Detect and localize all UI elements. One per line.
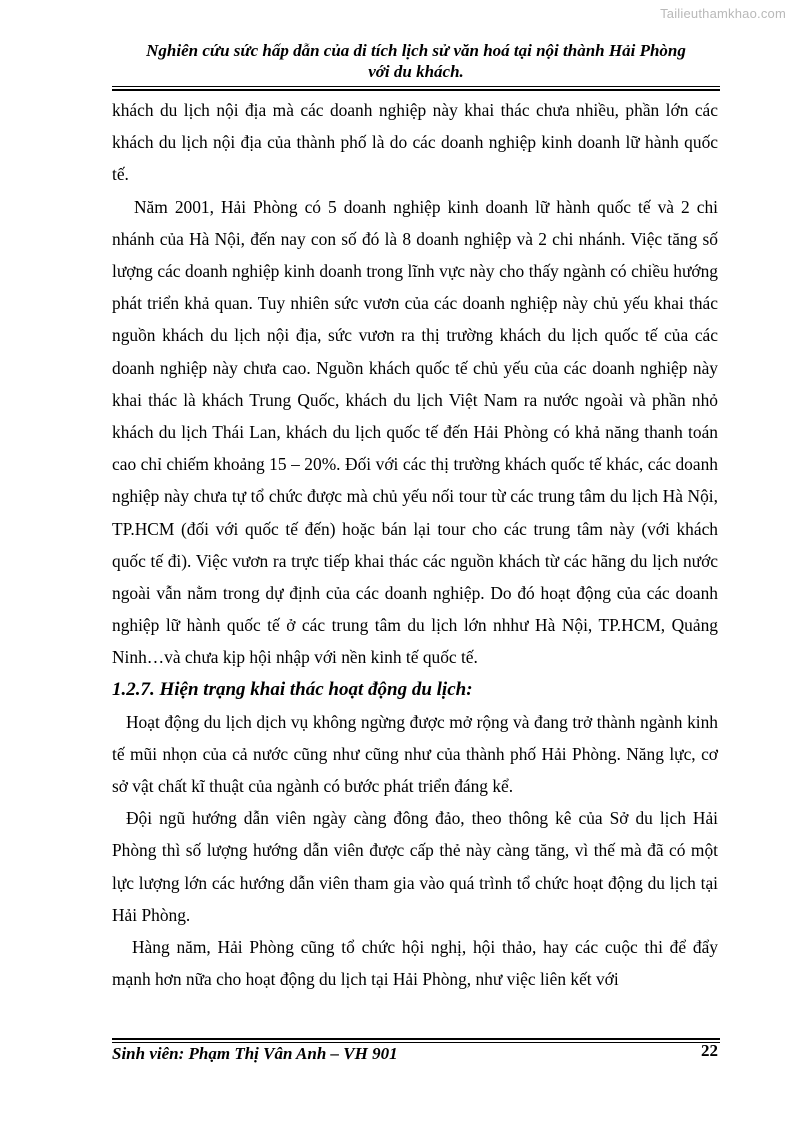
page-number: 22 [701, 1041, 718, 1060]
footer-divider-thick [112, 1038, 720, 1040]
footer-divider-thin [112, 1042, 720, 1043]
section-paragraph-tourism-services: Hoạt động du lịch dịch vụ không ngừng được mở rộng và đang trở thành ngành kinh tế mũi nhọn của cả nước cũng như cũng như của thành phố Hải Phòng. Năng lực, cơ sở vật chất kĩ thuật của ngành có bước phát triển đáng kể. [112, 711, 718, 797]
section-paragraph-tour-guides: Đội ngũ hướng dẫn viên ngày càng đông đảo, theo thông kê của Sở du lịch Hải Phòng thì số lượng hướng dẫn viên được cấp thẻ này càng tăng, vì thế mà đã có một lực lượng lớn các hướng dẫn viên tham gia vào quá trình tổ chức hoạt động du lịch tại Hải Phòng. [112, 808, 718, 925]
watermark-text: Tailieuthamkhao.com [660, 6, 786, 21]
page-header [112, 40, 720, 82]
header-title-line-1: Nghiên cứu sức hấp dẫn của di tích lịch sử văn hoá tại nội thành Hải Phòng [146, 41, 686, 60]
section-paragraph-events: Hàng năm, Hải Phòng cũng tổ chức hội nghị, hội thảo, hay các cuộc thi để đẩy mạnh hơn nữa cho hoạt động du lịch tại Hải Phòng, như việc liên kết với [112, 937, 718, 990]
section-heading: 1.2.7. Hiện trạng khai thác hoạt động du lịch: [112, 678, 473, 700]
footer-author: Sinh viên: Phạm Thị Vân Anh – VH 901 [112, 1044, 398, 1063]
body-paragraph-continuation: khách du lịch nội địa mà các doanh nghiệp này khai thác chưa nhiều, phần lớn các khách du lịch nội địa của thành phố là do các doanh nghiệp kinh doanh lữ hành quốc tế. [112, 100, 718, 185]
body-paragraph-tour-operators: Năm 2001, Hải Phòng có 5 doanh nghiệp kinh doanh lữ hành quốc tế và 2 chi nhánh của Hà Nội, đến nay con số đó là 8 doanh nghiệp và 2 chi nhánh. Việc tăng số lượng các doanh nghiệp kinh doanh trong lĩnh vực này cho thấy ngành có chiều hướng phát triển khả quan. Tuy nhiên sức vươn của các doanh nghiệp này chủ yếu khai thác nguồn khách du lịch nội địa, sức vươn ra thị trường khách du lịch quốc tế của các doanh nghiệp này chưa cao. Nguồn khách quốc tế chủ yếu của các doanh nghiệp này khai thác là khách Trung Quốc, khách du lịch Việt Nam ra nước ngoài và phần nhỏ khách du lịch Thái Lan, khách du lịch quốc tế đến Hải Phòng có khả năng thanh toán cao chỉ chiếm khoảng 15 – 20%. Đối với các thị trường khách quốc tế khác, các doanh nghiệp này chưa tự tổ chức được mà chủ yếu nối tour từ các trung tâm du lịch Hà Nội, TP.HCM (đối với quốc tế đến) hoặc bán lại tour cho các trung tâm này (với khách quốc tế đi). Việc vươn ra trực tiếp khai thác các nguồn khách từ các hãng du lịch nước ngoài vẫn nằm trong dự định của các doanh nghiệp. Do đó hoạt động của các doanh nghiệp lữ hành quốc tế ở các trung tâm du lịch lớn nhhư Hà Nội, TP.HCM, Quảng Ninh…và chưa kịp hội nhập với nền kinh tế quốc tế. [112, 196, 718, 668]
header-divider-thick [112, 89, 720, 91]
header-title-line-2: với du khách. [368, 62, 464, 81]
header-divider-thin [112, 86, 720, 87]
document-body [112, 94, 718, 995]
